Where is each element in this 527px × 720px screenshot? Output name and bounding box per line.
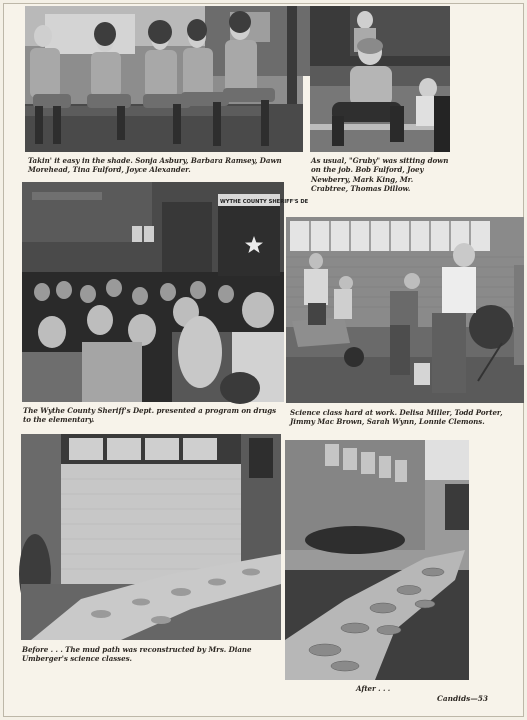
caption-shade: Takin' it easy in the shade. Sonja Asbury, Barbara Ramsey, Dawn Morehead, Tina Fulford, Joyce Alexander.	[28, 156, 282, 175]
caption-science: Science class hard at work. Delisa Miller, Todd Porter, Jimmy Mac Brown, Sarah Wynn, Lonnie Clemons.	[290, 408, 503, 427]
page-folio: Candids—53	[436, 694, 488, 703]
yearbook-page	[3, 3, 524, 717]
sheriff-sign-text: WYTHE COUNTY SHERIFF'S DE	[220, 199, 309, 205]
caption-after: After . . .	[356, 684, 391, 693]
caption-gruby: As usual, "Gruby" was sitting down on the job. Bob Fulford, Joey Newberry, Mark King, Mr. Crabtree, Thomas Dillow.	[311, 156, 449, 193]
photo-mud-path-before	[21, 434, 281, 640]
photo-stone-path-after	[285, 440, 469, 680]
caption-before: Before . . . The mud path was reconstructed by Mrs. Diane Umberger's science classes.	[22, 645, 252, 664]
photo-science-class	[286, 217, 524, 403]
photo-sheriff-program	[22, 182, 309, 402]
photo-boys-on-job	[310, 6, 450, 152]
photo-girls-in-shade	[25, 6, 303, 152]
caption-sheriff: The Wythe County Sheriff's Dept. presented a program on drugs to the elementary.	[23, 406, 277, 425]
